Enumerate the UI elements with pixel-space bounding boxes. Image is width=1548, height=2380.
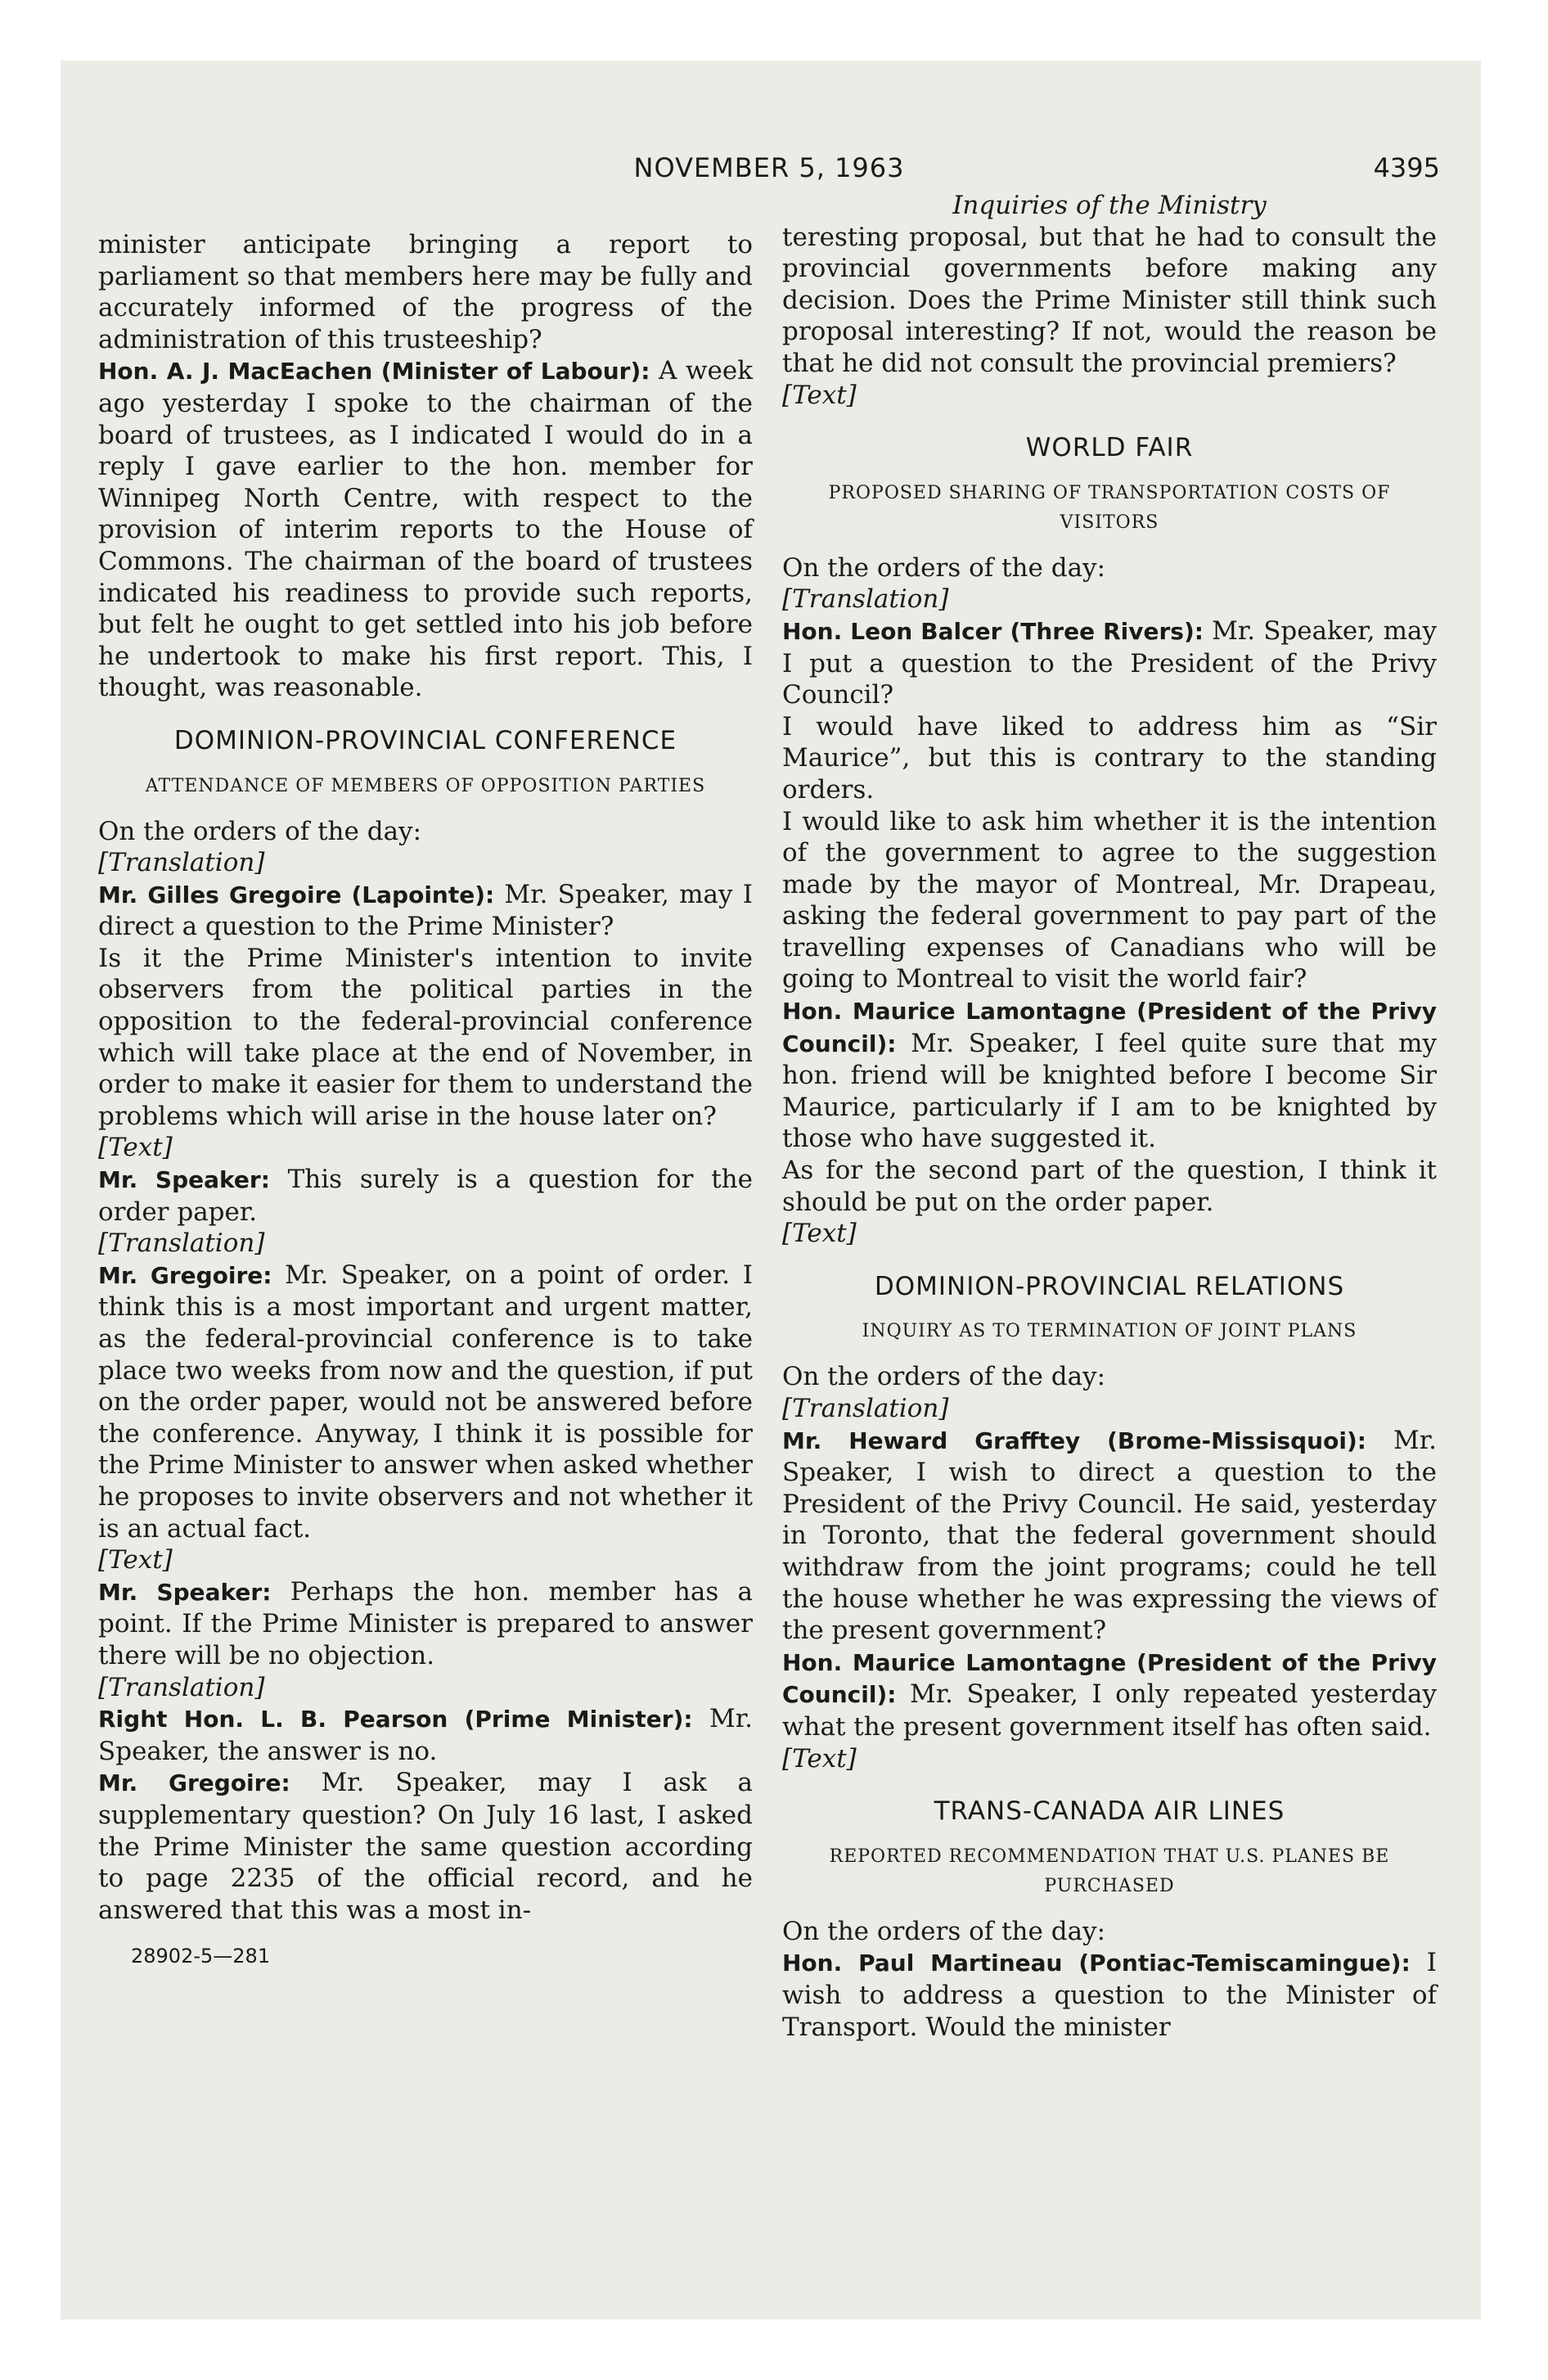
speaker-name: Mr. Gregoire: bbox=[98, 1769, 290, 1797]
speech bbox=[782, 1647, 1437, 1743]
speech bbox=[782, 1947, 1437, 2043]
speech bbox=[98, 1703, 753, 1767]
speech-text: This surely is a question for the order paper. bbox=[98, 1165, 753, 1227]
section-subheading: REPORTED RECOMMENDATION THAT U.S. PLANES BE PURCHASED bbox=[829, 1846, 1390, 1896]
speaker-name: Mr. Speaker: bbox=[98, 1578, 272, 1606]
text-note: [Text] bbox=[782, 380, 857, 410]
paragraph: minister anticipate bringing a report to parliament so that members here may be fully and accurately informed of the progress of the administration of this trusteeship? bbox=[98, 230, 753, 354]
speech-text: Mr. Speaker, I feel quite sure that my hon. friend will be knighted before I become Sir Maurice, particularly if I am to be knighted by those who have suggested it. bbox=[782, 1028, 1437, 1154]
speech bbox=[98, 1164, 753, 1228]
speaker-name: Mr. Speaker: bbox=[98, 1166, 270, 1194]
speech-text: Mr. Speaker, on a point of order. I think this is a most important and urgent matter, as the federal-provincial conference is to take place two weeks from now and the question, if put on the order paper, would not be answered before the conference. Anyway, I think it is possible for the Prime Minister to answer when asked whether he proposes to invite observers and not whether it is an actual fact. bbox=[98, 1260, 753, 1544]
translation-note: [Translation] bbox=[782, 1394, 949, 1423]
translation-note: [Translation] bbox=[98, 1672, 265, 1702]
text-note: [Text] bbox=[98, 1133, 173, 1163]
speaker-name: Hon. Paul Martineau (Pontiac-Temiscamingue): bbox=[782, 1950, 1411, 1977]
orders-of-the-day: On the orders of the day: bbox=[782, 552, 1106, 583]
left-column bbox=[98, 229, 753, 1972]
translation-note: [Translation] bbox=[98, 848, 265, 878]
speech bbox=[98, 1260, 753, 1544]
speech bbox=[98, 879, 753, 943]
section-subheading: ATTENDANCE OF MEMBERS OF OPPOSITION PARTIES bbox=[145, 775, 706, 796]
orders-of-the-day: On the orders of the day: bbox=[98, 816, 422, 846]
speech-text: Mr. Speaker, may I put a question to the President of the Privy Council? bbox=[782, 615, 1437, 710]
page-date: NOVEMBER 5, 1963 bbox=[633, 152, 905, 183]
paragraph: I would have liked to address him as “Sir Maurice”, but this is contrary to the standing orders. bbox=[782, 711, 1437, 805]
speaker-name: Hon. A. J. MacEachen (Minister of Labour): bbox=[98, 358, 650, 385]
speech bbox=[782, 1425, 1437, 1647]
text-note: [Text] bbox=[782, 1219, 857, 1249]
speech bbox=[98, 1576, 753, 1672]
speech bbox=[782, 995, 1437, 1155]
speech-text: A week ago yesterday I spoke to the chairman of the board of trustees, as I indicated I would do in a reply I gave earlier to the hon. member for Winnipeg North Centre, with respect to the provision of interim reports to the House of Commons. The chairman of the board of trustees indicated his readiness to provide such reports, but felt he ought to get settled into his job before he undertook to make his first report. This, I thought, was reasonable. bbox=[98, 356, 754, 703]
speaker-name: Hon. Maurice Lamontagne (President of the Privy Council): bbox=[782, 1648, 1437, 1709]
speech-text: I wish to address a question to the Minister of Transport. Would the minister bbox=[782, 1948, 1437, 2042]
speech-text: Mr. Speaker, may I ask a supplementary question? On July 16 last, I asked the Prime Minister the same question according to page 2235 of the official record, and he answered that this was a most in- bbox=[98, 1768, 754, 1925]
section-heading: TRANS-CANADA AIR LINES bbox=[934, 1796, 1285, 1827]
speaker-name: Hon. Maurice Lamontagne (President of the Privy Council): bbox=[782, 998, 1437, 1057]
text-note: [Text] bbox=[98, 1545, 173, 1575]
speech-text: Mr. Speaker, I only repeated yesterday what the present government itself has often said. bbox=[782, 1679, 1437, 1742]
orders-of-the-day: On the orders of the day: bbox=[782, 1916, 1106, 1946]
speaker-name: Mr. Gregoire: bbox=[98, 1261, 272, 1289]
section-heading: DOMINION-PROVINCIAL CONFERENCE bbox=[173, 725, 677, 755]
orders-of-the-day: On the orders of the day: bbox=[782, 1362, 1106, 1392]
translation-note: [Translation] bbox=[782, 584, 949, 615]
speaker-name: Mr. Gilles Gregoire (Lapointe): bbox=[98, 881, 495, 908]
speech-text: Perhaps the hon. member has a point. If the Prime Minister is prepared to answer there will be no objection. bbox=[98, 1576, 754, 1670]
text-note: [Text] bbox=[782, 1743, 857, 1774]
page-header bbox=[98, 152, 1440, 185]
paragraph: teresting proposal, but that he had to consult the provincial governments before making any decision. Does the Prime Minister still think such proposal interesting? If not, would the reason be that he did not consult the provincial premiers? bbox=[782, 222, 1437, 378]
paragraph: As for the second part of the question, I think it should be put on the order paper. bbox=[782, 1156, 1437, 1217]
section-heading: WORLD FAIR bbox=[1025, 433, 1194, 463]
speech bbox=[98, 355, 753, 704]
speaker-name: Mr. Heward Grafftey (Brome-Missisquoi): bbox=[782, 1427, 1366, 1454]
paragraph: I would like to ask him whether it is the intention of the government to agree to the suggestion made by the mayor of Montreal, Mr. Drapeau, asking the federal government to pay part of the travelling expenses of Canadians who will be going to Montreal to visit the world fair? bbox=[782, 806, 1437, 994]
running-title: Inquiries of the Ministry bbox=[952, 191, 1267, 220]
page-number: 4395 bbox=[1373, 152, 1440, 183]
translation-note: [Translation] bbox=[98, 1228, 265, 1259]
speech bbox=[98, 1767, 753, 1926]
speech-text: Mr. Speaker, the answer is no. bbox=[98, 1704, 753, 1766]
section-subheading: INQUIRY AS TO TERMINATION OF JOINT PLANS bbox=[862, 1321, 1357, 1342]
paragraph: Is it the Prime Minister's intention to invite observers from the political parties in the opposition to the federal-provincial conference which will take place at the end of November, in order to make it easier for them to understand the problems which will arise in the house later on? bbox=[98, 943, 753, 1131]
speech-text: Mr. Speaker, may I direct a question to the Prime Minister? bbox=[98, 879, 753, 942]
speech-text: Mr. Speaker, I wish to direct a question to the President of the Privy Council. He said, yesterday in Toronto, that the federal government should withdraw from the joint programs; could he tell the house whether he was expressing the views of the present government? bbox=[782, 1425, 1437, 1646]
speaker-name: Right Hon. L. B. Pearson (Prime Minister): bbox=[98, 1706, 693, 1733]
speaker-name: Hon. Leon Balcer (Three Rivers): bbox=[782, 617, 1204, 645]
section-subheading: PROPOSED SHARING OF TRANSPORTATION COSTS OF VISITORS bbox=[828, 482, 1391, 533]
speech bbox=[782, 615, 1437, 711]
signature-mark: 28902-5—281 bbox=[131, 1945, 271, 1968]
right-column bbox=[782, 190, 1437, 2043]
section-heading: DOMINION-PROVINCIAL RELATIONS bbox=[874, 1271, 1345, 1301]
